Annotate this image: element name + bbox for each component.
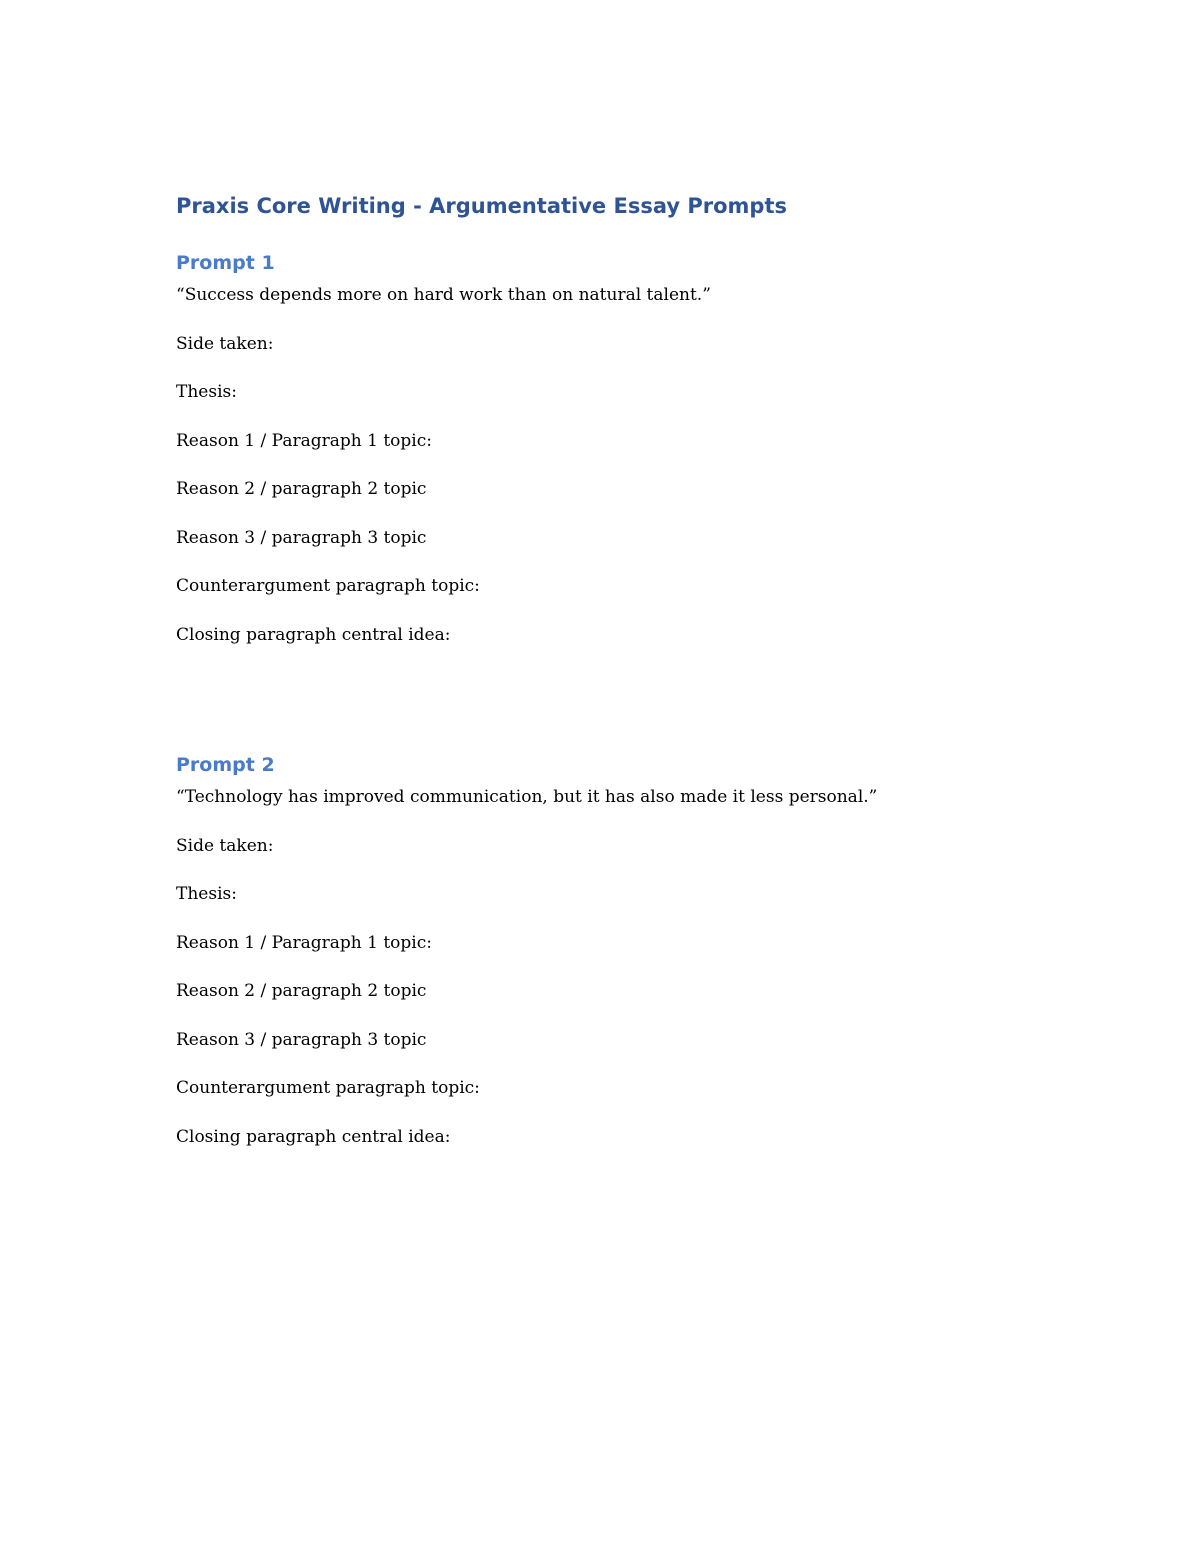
prompt-quote: “Technology has improved communication, but it has also made it less personal.” [176, 787, 878, 807]
field-counterargument: Counterargument paragraph topic: [176, 1078, 480, 1098]
field-closing: Closing paragraph central idea: [176, 1126, 451, 1147]
field-thesis: Thesis: [176, 382, 237, 402]
field-reason-1: Reason 1 / Paragraph 1 topic: [176, 932, 432, 953]
prompt-quote: “Success depends more on hard work than on natural talent.” [176, 285, 711, 305]
field-reason-3: Reason 3 / paragraph 3 topic [176, 527, 427, 548]
field-reason-2: Reason 2 / paragraph 2 topic [176, 981, 427, 1001]
field-reason-2: Reason 2 / paragraph 2 topic [176, 479, 427, 499]
prompt-field-list [176, 328, 1076, 651]
document-title: Praxis Core Writing - Argumentative Essay Prompts [176, 194, 787, 218]
field-reason-3: Reason 3 / paragraph 3 topic [176, 1029, 427, 1050]
field-thesis: Thesis: [176, 884, 237, 904]
prompt-heading: Prompt 2 [176, 754, 275, 776]
prompt-heading: Prompt 1 [176, 252, 275, 274]
field-closing: Closing paragraph central idea: [176, 624, 451, 645]
field-counterargument: Counterargument paragraph topic: [176, 576, 480, 596]
prompt-section-2 [176, 749, 1076, 1153]
field-side-taken: Side taken: [176, 835, 274, 856]
prompt-section-1 [176, 247, 1076, 651]
prompt-field-list [176, 830, 1076, 1153]
field-side-taken: Side taken: [176, 333, 274, 354]
field-reason-1: Reason 1 / Paragraph 1 topic: [176, 430, 432, 451]
